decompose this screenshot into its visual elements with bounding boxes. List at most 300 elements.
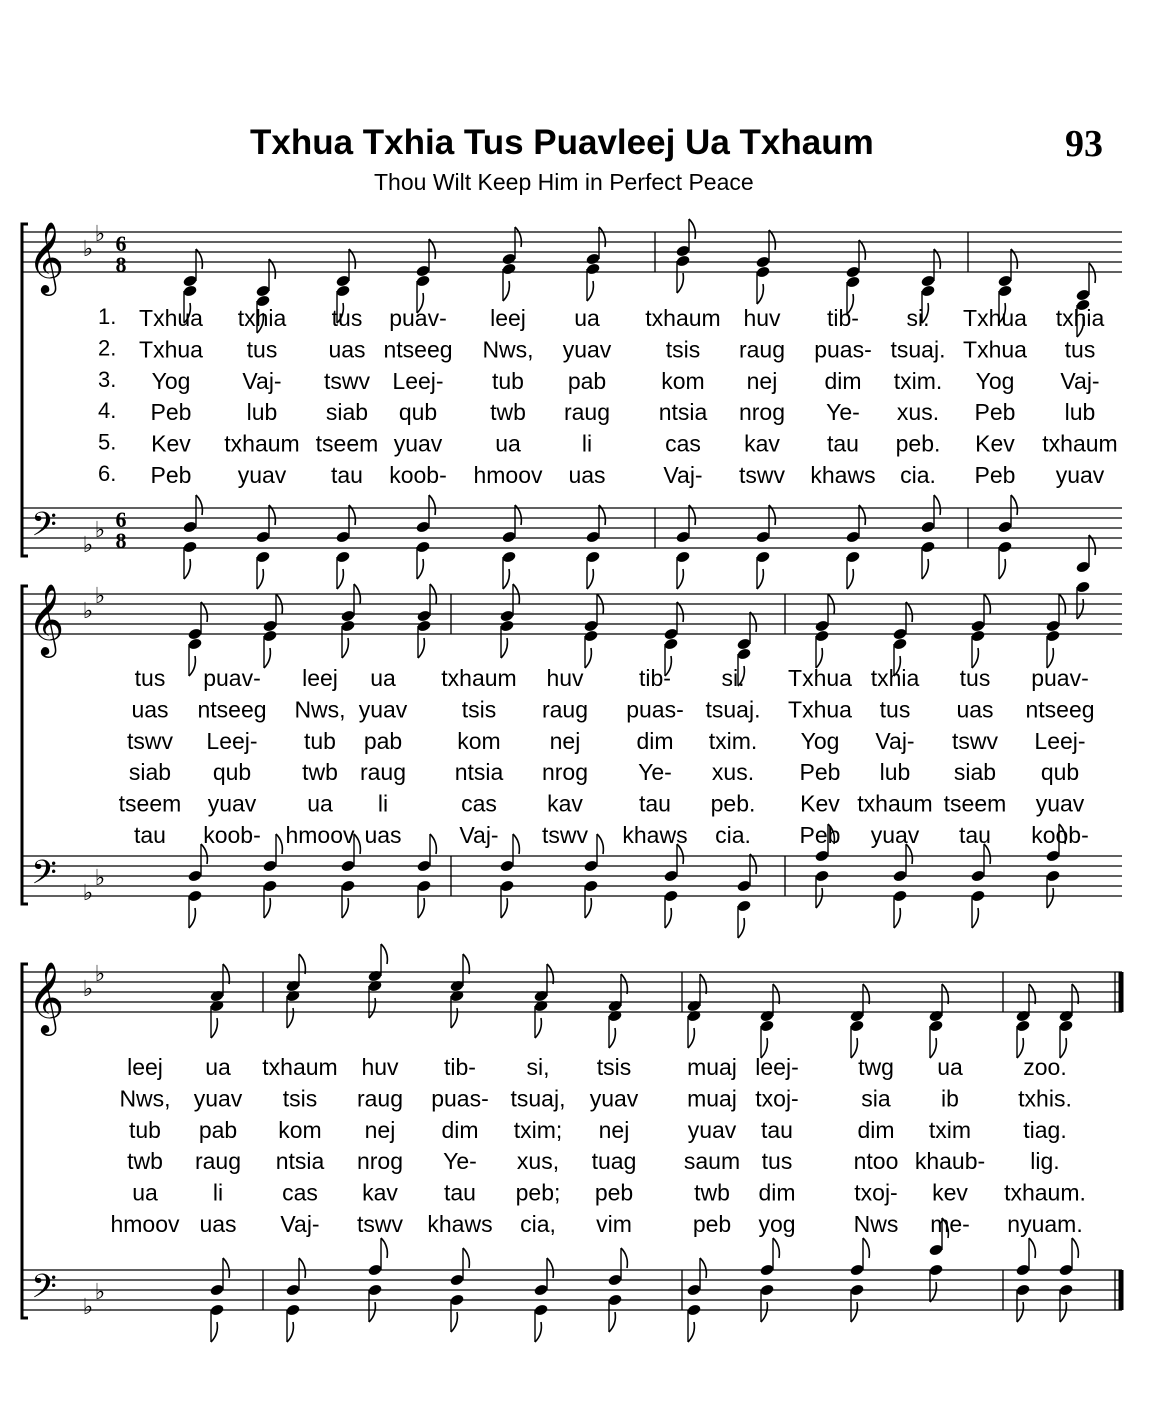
system-1-bass-flat-b: ♭ [82,533,94,558]
system-3-verse-1-syllable: zoo. [1023,1054,1067,1080]
system-1-verse-1-syllable: Txhua [139,305,203,331]
system-3-verse-2-syllable: yuav [193,1085,243,1112]
system-2-verse-1-syllable: Txhua [788,665,852,691]
system-2-verse-3-syllable: dim [636,727,674,754]
system-2-verse-2-syllable: uas [956,696,994,723]
system-3-verse-3-syllable: tiag. [1023,1116,1067,1143]
system-3-verse-4-syllable: lig. [1030,1148,1060,1175]
system-2-verse-5-syllable: peb. [710,790,756,817]
system-2-treble-clef-icon: 𝄞 [27,582,65,655]
system-3-verse-6-syllable: yog [758,1211,796,1237]
system-1-verse-5-syllable: ua [495,430,521,457]
verse-number-2: 2. [98,335,117,361]
system-1-verse-2-syllable: Nws, [482,336,534,363]
system-1-verse-4-syllable: Ye- [826,399,860,426]
system-1-verse-3-syllable: nej [746,367,778,394]
system-2-verse-4-syllable: nrog [541,759,589,786]
system-3-verse-2-syllable: sia [861,1085,891,1112]
system-2-verse-2-syllable: Nws, [294,696,346,723]
system-2-bass-lower-note-0-flag [189,908,195,928]
system-3-verse-6-syllable: Nws [853,1211,899,1237]
system-3-bass-note-0-flag [223,1258,229,1278]
system-3-verse-1-syllable: txhaum [262,1054,338,1080]
system-1-verse-3-syllable: Vaj- [1060,367,1100,394]
system-1-bass-lower-note-0-flag [184,559,190,579]
system-3-verse-4-syllable: Ye- [443,1148,477,1175]
system-2-verse-6-syllable: khaws [622,822,688,848]
system-2-treble-note-6-flag [677,602,683,622]
system-3-verse-6-syllable: tswv [357,1211,403,1237]
system-2-bass-lower-note-1-flag [264,898,270,918]
system-1-verse-6-syllable: yuav [1055,462,1105,488]
system-3-verse-4-syllable: tus [761,1148,793,1175]
system-1-verse-6-syllable: hmoov [473,462,543,488]
system-3-bass-lower-note-1-flag [287,1322,293,1342]
system-1-verse-1-syllable: txhia [1055,305,1105,331]
system-2-verse-1-syllable: huv [546,665,584,691]
system-1-treble-lower-note-7-flag [757,284,763,304]
system-2-bass-lower-note-2-flag [342,898,348,918]
system-1-verse-5-syllable: kav [744,430,780,457]
system-2-verse-6-syllable: Vaj- [459,822,499,848]
system-1-treble-note-6-flag [689,219,695,239]
system-3-verse-3-syllable: pab [198,1116,238,1143]
system-1-verse-6-syllable: Peb [974,462,1016,488]
hymn-title: Txhua Txhia Tus Puavleej Ua Txhaum [250,123,874,162]
system-3-verse-6-syllable: Vaj- [280,1211,320,1237]
system-3-verse-5-syllable: cas [282,1179,318,1206]
system-2-bass-lower-note-10-flag [972,908,978,928]
system-3-verse-3-syllable: tau [761,1116,793,1143]
system-1-verse-1-syllable: huv [743,305,781,331]
system-2-bass-note-3-flag [430,834,436,854]
system-3-treble-lower-note-1-flag [287,1008,293,1028]
system-1-verse-5-syllable: li [581,430,593,457]
system-3-treble-lower-note-9-flag [930,1038,936,1058]
verse-number-4: 4. [98,398,117,424]
system-3-treble-lower-note-0-flag [211,1018,217,1038]
system-3-treble-note-5-flag [621,974,627,994]
system-3-verse-5-syllable: kev [932,1179,968,1206]
system-1-verse-1-syllable: ua [574,305,600,331]
system-2-bass-lower-note-5-flag [585,898,591,918]
system-2-verse-1-syllable: txhaum [441,665,517,691]
system-2-verse-6-syllable: tau [134,822,166,848]
verse-number-1: 1. [98,304,117,329]
system-3-verse-4-syllable: ntsia [275,1148,325,1175]
system-3-treble-note-10-flag [1029,984,1035,1004]
system-3-treble-lower-note-5-flag [609,1028,615,1048]
system-2-verse-2-syllable: puas- [626,696,684,723]
system-1-bass-lower-note-1-flag [257,569,263,589]
system-2-verse-2-syllable: tsuaj. [705,696,761,723]
system-1-verse-6-syllable: uas [568,462,606,488]
system-1-verse-1-syllable: tib- [827,305,859,331]
system-2-verse-5-syllable: yuav [1035,790,1085,817]
system-1-verse-4-syllable: qub [398,399,438,426]
system-1-verse-1-syllable: Txhua [963,305,1027,331]
system-2-verse-1-syllable: tus [134,665,166,691]
system-2-verse-5-syllable: cas [461,790,497,817]
system-2-verse-4-syllable: twb [302,759,338,786]
system-3-bass-lower-note-0-flag [211,1322,217,1342]
system-1-bass-lower-note-3-flag [417,559,423,579]
verse-number-3: 3. [98,366,117,392]
system-3-verse-3-syllable: yuav [687,1116,737,1143]
system-2-verse-3-syllable: tub [304,727,336,754]
system-2-treble-lower-note-4-flag [501,638,507,658]
system-3-bass-note-11-flag [1072,1238,1078,1258]
system-2-verse-6-syllable: hmoov [285,822,355,848]
system-2-treble-flat-b: ♭ [82,599,94,624]
system-3-verse-2-syllable: tsuaj, [510,1085,566,1112]
system-1-verse-5-syllable: Kev [975,430,1015,457]
system-3-verse-1-syllable: tib- [444,1054,476,1080]
system-2-verse-5-syllable: tau [639,790,671,817]
system-2-verse-4-syllable: qub [1040,759,1080,786]
system-2-bass-lower-note-7-flag [738,918,744,938]
system-1-verse-1-syllable: si. [906,305,930,331]
system-3-verse-2-syllable: muaj [687,1085,737,1112]
system-1-treble-note-7-flag [769,230,775,250]
system-3-bass-staff [22,1270,1122,1310]
system-1-verse-6-syllable: tswv [739,462,785,488]
system-1-verse-2-syllable: tsuaj. [890,336,946,363]
system-3-verse-3-syllable: dim [857,1116,895,1143]
system-2-verse-6-syllable: cia. [715,822,751,848]
system-2-bass-note-7-flag [750,854,756,874]
system-3-verse-5-syllable: txoj- [854,1179,898,1206]
system-1-verse-4-syllable: xus. [896,399,940,426]
system-3-verse-3-syllable: kom [278,1116,322,1143]
system-3-treble-note-9-flag [942,984,948,1004]
system-1-verse-1-syllable: leej [490,305,526,331]
system-1-verse-5-syllable: txhaum [224,430,300,457]
system-1-verse-4-syllable: Peb [974,399,1016,426]
system-1-treble-flat-e: ♭ [94,222,106,247]
system-2-verse-2-syllable: raug [541,696,589,723]
system-2-verse-5-syllable: txhaum [857,790,933,817]
system-3-verse-4-syllable: tuag [591,1148,637,1175]
system-2-bass-lower-note-3-flag [418,898,424,918]
system-2-verse-2-syllable: ntseeg [1025,696,1095,723]
system-2-verse-6-syllable: uas [364,822,402,848]
system-3-verse-6-syllable: me- [930,1211,970,1237]
system-3-treble-note-11-flag [1072,984,1078,1004]
system-3-bass-lower-note-9-flag [930,1282,936,1302]
system-2-verse-4-syllable: raug [359,759,407,786]
system-1-verse-2-syllable: Txhua [963,336,1027,363]
system-2-verse-5-syllable: tseem [118,790,182,817]
system-3-verse-4-syllable: xus, [516,1148,560,1175]
system-2-verse-1-syllable: ua [370,665,396,691]
system-1-verse-4-syllable: nrog [738,399,786,426]
system-1-verse-3-syllable: Yog [975,367,1015,394]
system-2-verse-2-syllable: tus [879,696,911,723]
system-2-treble-note-9-flag [906,602,912,622]
verse-number-5: 5. [98,429,117,455]
system-3-treble-lower-note-8-flag [851,1038,857,1058]
system-2-verse-1-syllable: leej [302,665,338,691]
system-1-bass-lower-note-7-flag [757,569,763,589]
system-1-verse-3-syllable: tswv [324,367,370,394]
system-2-treble-lower-note-0-flag [189,656,195,676]
system-2-treble-note-0-flag [201,602,207,622]
system-2-verse-3-syllable: Vaj- [875,727,915,754]
system-2-bass-lower-note-6-flag [665,908,671,928]
system-1-bass-lower-note-4-flag [503,569,509,589]
system-1-verse-3-syllable: kom [661,367,705,394]
system-2-verse-4-syllable: siab [953,759,997,786]
system-3-bass-note-10-flag [1029,1238,1035,1258]
system-3-verse-2-syllable: Nws, [119,1085,171,1112]
system-3-bass-lower-note-11-flag [1060,1302,1066,1322]
system-1-bass-note-9-flag [934,495,940,515]
system-3-verse-4-syllable: raug [194,1148,242,1175]
system-3-verse-1-syllable: twg [858,1054,894,1080]
system-1-verse-4-syllable: siab [325,399,369,426]
system-1-verse-6-syllable: cia. [900,462,936,488]
system-3-verse-4-syllable: twb [127,1148,163,1175]
system-1-verse-5-syllable: cas [665,430,701,457]
system-1-treble-note-11-flag [1089,263,1095,283]
system-2-bass-lower-note-11-flag [1047,888,1053,908]
hymn-subtitle: Thou Wilt Keep Him in Perfect Peace [374,169,754,195]
system-3-treble-note-0-flag [223,964,229,984]
system-1-verse-2-syllable: uas [328,336,366,363]
system-3-treble-note-3-flag [463,954,469,974]
system-2-treble-lower-note-5-flag [585,648,591,668]
system-3-verse-5-syllable: txhaum. [1004,1179,1086,1206]
system-1-verse-6-syllable: khaws [810,462,876,488]
system-3-bass-flat-b: ♭ [82,1295,94,1320]
system-2-bass-flat-b: ♭ [82,881,94,906]
system-3-verse-5-syllable: tau [444,1179,476,1206]
system-3-treble-note-2-flag [381,944,387,964]
system-2-verse-2-syllable: ntseeg [197,696,267,723]
system-2-verse-4-syllable: lub [879,759,911,786]
system-2-verse-6-syllable: koob- [1031,822,1089,848]
system-1-bass-note-0-flag [196,495,202,515]
system-1-bass-note-3-flag [429,495,435,515]
system-2-verse-1-syllable: puav- [1031,665,1089,691]
system-2-verse-3-syllable: nej [549,727,581,754]
system-2-verse-3-syllable: Yog [800,727,840,754]
system-3-verse-6-syllable: nyuam. [1007,1211,1083,1237]
system-1-verse-6-syllable: Peb [150,462,192,488]
system-2-verse-4-syllable: ntsia [454,759,504,786]
system-2-verse-1-syllable: si. [721,665,745,691]
system-1-treble-lower-note-4-flag [503,281,509,301]
system-2-verse-6-syllable: koob- [203,822,261,848]
system-3-verse-1-syllable: huv [361,1054,399,1080]
system-1-bass-lower-note-2-flag [337,569,343,589]
system-1-verse-2-syllable: Txhua [139,336,203,363]
system-1-verse-5-syllable: tseem [315,430,379,457]
system-3-bass-note-1-flag [299,1258,305,1278]
system-1-verse-2-syllable: raug [738,336,786,363]
system-2-verse-6-syllable: tswv [542,822,588,848]
system-2-bass-note-2-flag [354,834,360,854]
system-3-verse-3-syllable: txim; [513,1116,563,1143]
system-3-bass-lower-note-5-flag [609,1312,615,1332]
system-3-treble-flat-b: ♭ [82,977,94,1002]
system-3-verse-6-syllable: uas [199,1211,237,1237]
system-2-verse-1-syllable: puav- [203,665,261,691]
system-1-treble-flat-b: ♭ [82,237,94,262]
system-3-verse-4-syllable: khaub- [914,1148,986,1175]
system-3-bass-note-7-flag [773,1238,779,1258]
system-3-bass-note-8-flag [863,1238,869,1258]
system-3-treble-staff [22,972,1122,1012]
system-1-treble-note-5-flag [599,227,605,247]
time-signature-bottom-treble: 8 [115,252,127,277]
system-1-treble-note-4-flag [515,227,521,247]
time-signature-bottom-bass: 8 [115,528,127,553]
system-2-verse-4-syllable: siab [128,759,172,786]
system-3-verse-2-syllable: tsis [282,1085,318,1112]
system-1-verse-5-syllable: peb. [895,430,941,457]
system-2-verse-3-syllable: Leej- [1034,727,1086,754]
system-3-bass-note-2-flag [381,1238,387,1258]
system-1-verse-2-syllable: puas- [814,336,872,363]
system-1-verse-3-syllable: Yog [151,367,191,394]
system-3-verse-1-syllable: si, [526,1054,550,1080]
system-3-treble-lower-note-6-flag [688,1028,694,1048]
system-1-verse-4-syllable: Peb [150,399,192,426]
verse-number-6: 6. [98,461,117,486]
system-3-verse-5-syllable: ua [132,1179,158,1206]
system-3-bass-lower-note-10-flag [1017,1302,1023,1322]
system-3-verse-2-syllable: txoj- [755,1085,799,1112]
time-signature-top-bass: 6 [115,507,127,532]
system-3-treble-note-8-flag [863,984,869,1004]
system-1-verse-1-syllable: txhia [237,305,287,331]
system-3-verse-3-syllable: dim [441,1116,479,1143]
system-3-verse-1-syllable: ua [937,1054,963,1080]
system-3-verse-3-syllable: nej [364,1116,396,1143]
system-3-bass-note-4-flag [547,1258,553,1278]
system-1-verse-4-syllable: raug [563,399,611,426]
system-1-bass-lower-note-8-flag [847,569,853,589]
system-1-treble-lower-note-6-flag [677,273,683,293]
system-1-verse-1-syllable: puav- [389,305,447,331]
system-3-verse-1-syllable: muaj [687,1054,737,1080]
system-2-verse-3-syllable: tswv [127,727,173,754]
system-1-verse-1-syllable: txhaum [645,305,721,331]
system-2-treble-lower-note-1-flag [264,648,270,668]
system-3-treble-lower-note-2-flag [369,998,375,1018]
system-2-verse-5-syllable: yuav [207,790,257,817]
system-2-bass-lower-note-8-flag [816,888,822,908]
system-3-treble-lower-note-3-flag [451,1008,457,1028]
system-3-verse-6-syllable: hmoov [110,1211,180,1237]
system-3-bass-flat-e: ♭ [94,1280,106,1305]
system-2-verse-1-syllable: txhia [870,665,920,691]
system-2-verse-6-syllable: tau [959,822,991,848]
system-3-verse-1-syllable: tsis [596,1054,632,1080]
system-2-treble-lower-note-3-flag [418,638,424,658]
system-3-verse-4-syllable: saum [683,1148,741,1175]
system-2-bass-lower-note-9-flag [894,908,900,928]
system-3-verse-2-syllable: txhis. [1018,1085,1072,1112]
system-2-verse-5-syllable: Kev [800,790,840,817]
system-2-verse-3-syllable: pab [363,727,403,754]
system-1-verse-3-syllable: Leej- [392,367,444,394]
system-3-bass-lower-note-3-flag [451,1312,457,1332]
system-3-treble-lower-note-4-flag [535,1018,541,1038]
system-2-verse-4-syllable: Peb [799,759,841,786]
hymn-number: 93 [1065,123,1103,165]
system-1-bass-lower-note-10-flag [999,559,1005,579]
system-3-verse-2-syllable: ib [941,1085,959,1112]
system-1-verse-5-syllable: txhaum [1042,430,1118,457]
system-1-verse-2-syllable: tus [1064,336,1096,363]
system-3-bass-note-5-flag [621,1248,627,1268]
system-1-verse-2-syllable: yuav [562,336,612,363]
system-3-verse-6-syllable: peb [692,1211,732,1237]
system-3-bass-lower-note-2-flag [369,1302,375,1322]
system-1-treble-staff [22,232,1122,272]
system-1-verse-4-syllable: twb [490,399,526,426]
system-2-bass-note-4-flag [513,834,519,854]
system-3-treble-note-4-flag [547,964,553,984]
system-1-verse-6-syllable: Vaj- [663,462,703,488]
system-1-verse-3-syllable: pab [567,367,607,394]
system-2-verse-3-syllable: txim. [708,727,758,754]
system-1-verse-5-syllable: Kev [151,430,191,457]
system-1-verse-2-syllable: tsis [665,336,701,363]
system-2-treble-staff [22,594,1122,634]
system-3-verse-2-syllable: yuav [589,1085,639,1112]
system-3-verse-5-syllable: li [212,1179,224,1206]
system-3-verse-6-syllable: cia, [520,1211,556,1237]
system-1-verse-6-syllable: tau [331,462,363,488]
system-1-bass-clef-icon: 𝄢 [31,506,57,552]
system-2-treble-note-7-flag [750,612,756,632]
system-2-verse-1-syllable: tib- [639,665,671,691]
system-1-verse-4-syllable: lub [1064,399,1096,426]
system-3-bass-lower-note-4-flag [535,1322,541,1342]
system-3-bass-clef-icon: 𝄢 [31,1268,57,1314]
system-3-verse-5-syllable: dim [758,1179,796,1206]
system-2-treble-lower-note-2-flag [342,638,348,658]
system-3-treble-note-1-flag [299,954,305,974]
system-2-bass-clef-icon: 𝄢 [31,854,57,900]
system-1-verse-3-syllable: tub [492,367,524,394]
system-1-verse-3-syllable: dim [824,367,862,394]
system-3-verse-3-syllable: nej [598,1116,630,1143]
time-signature-top-treble: 6 [115,231,127,256]
system-2-treble-flat-e: ♭ [94,584,106,609]
system-2-verse-4-syllable: xus. [711,759,755,786]
system-3-treble-clef-icon: 𝄞 [27,960,65,1033]
system-3-verse-1-syllable: leej- [755,1054,799,1080]
system-3-verse-6-syllable: khaws [427,1211,493,1237]
system-2-verse-3-syllable: tswv [952,727,998,754]
system-2-bass-flat-e: ♭ [94,866,106,891]
system-1-bass-note-10-flag [1011,495,1017,515]
system-1-treble-clef-icon: 𝄞 [27,220,65,293]
system-1-bass-flat-e: ♭ [94,518,106,543]
system-1-verse-3-syllable: txim. [893,367,943,394]
system-3-bass-lower-note-7-flag [761,1302,767,1322]
system-3-verse-1-syllable: ua [205,1054,231,1080]
system-2-bass-note-1-flag [276,834,282,854]
system-3-verse-4-syllable: nrog [356,1148,404,1175]
system-2-bass-note-5-flag [597,834,603,854]
system-1-treble-lower-note-5-flag [587,281,593,301]
